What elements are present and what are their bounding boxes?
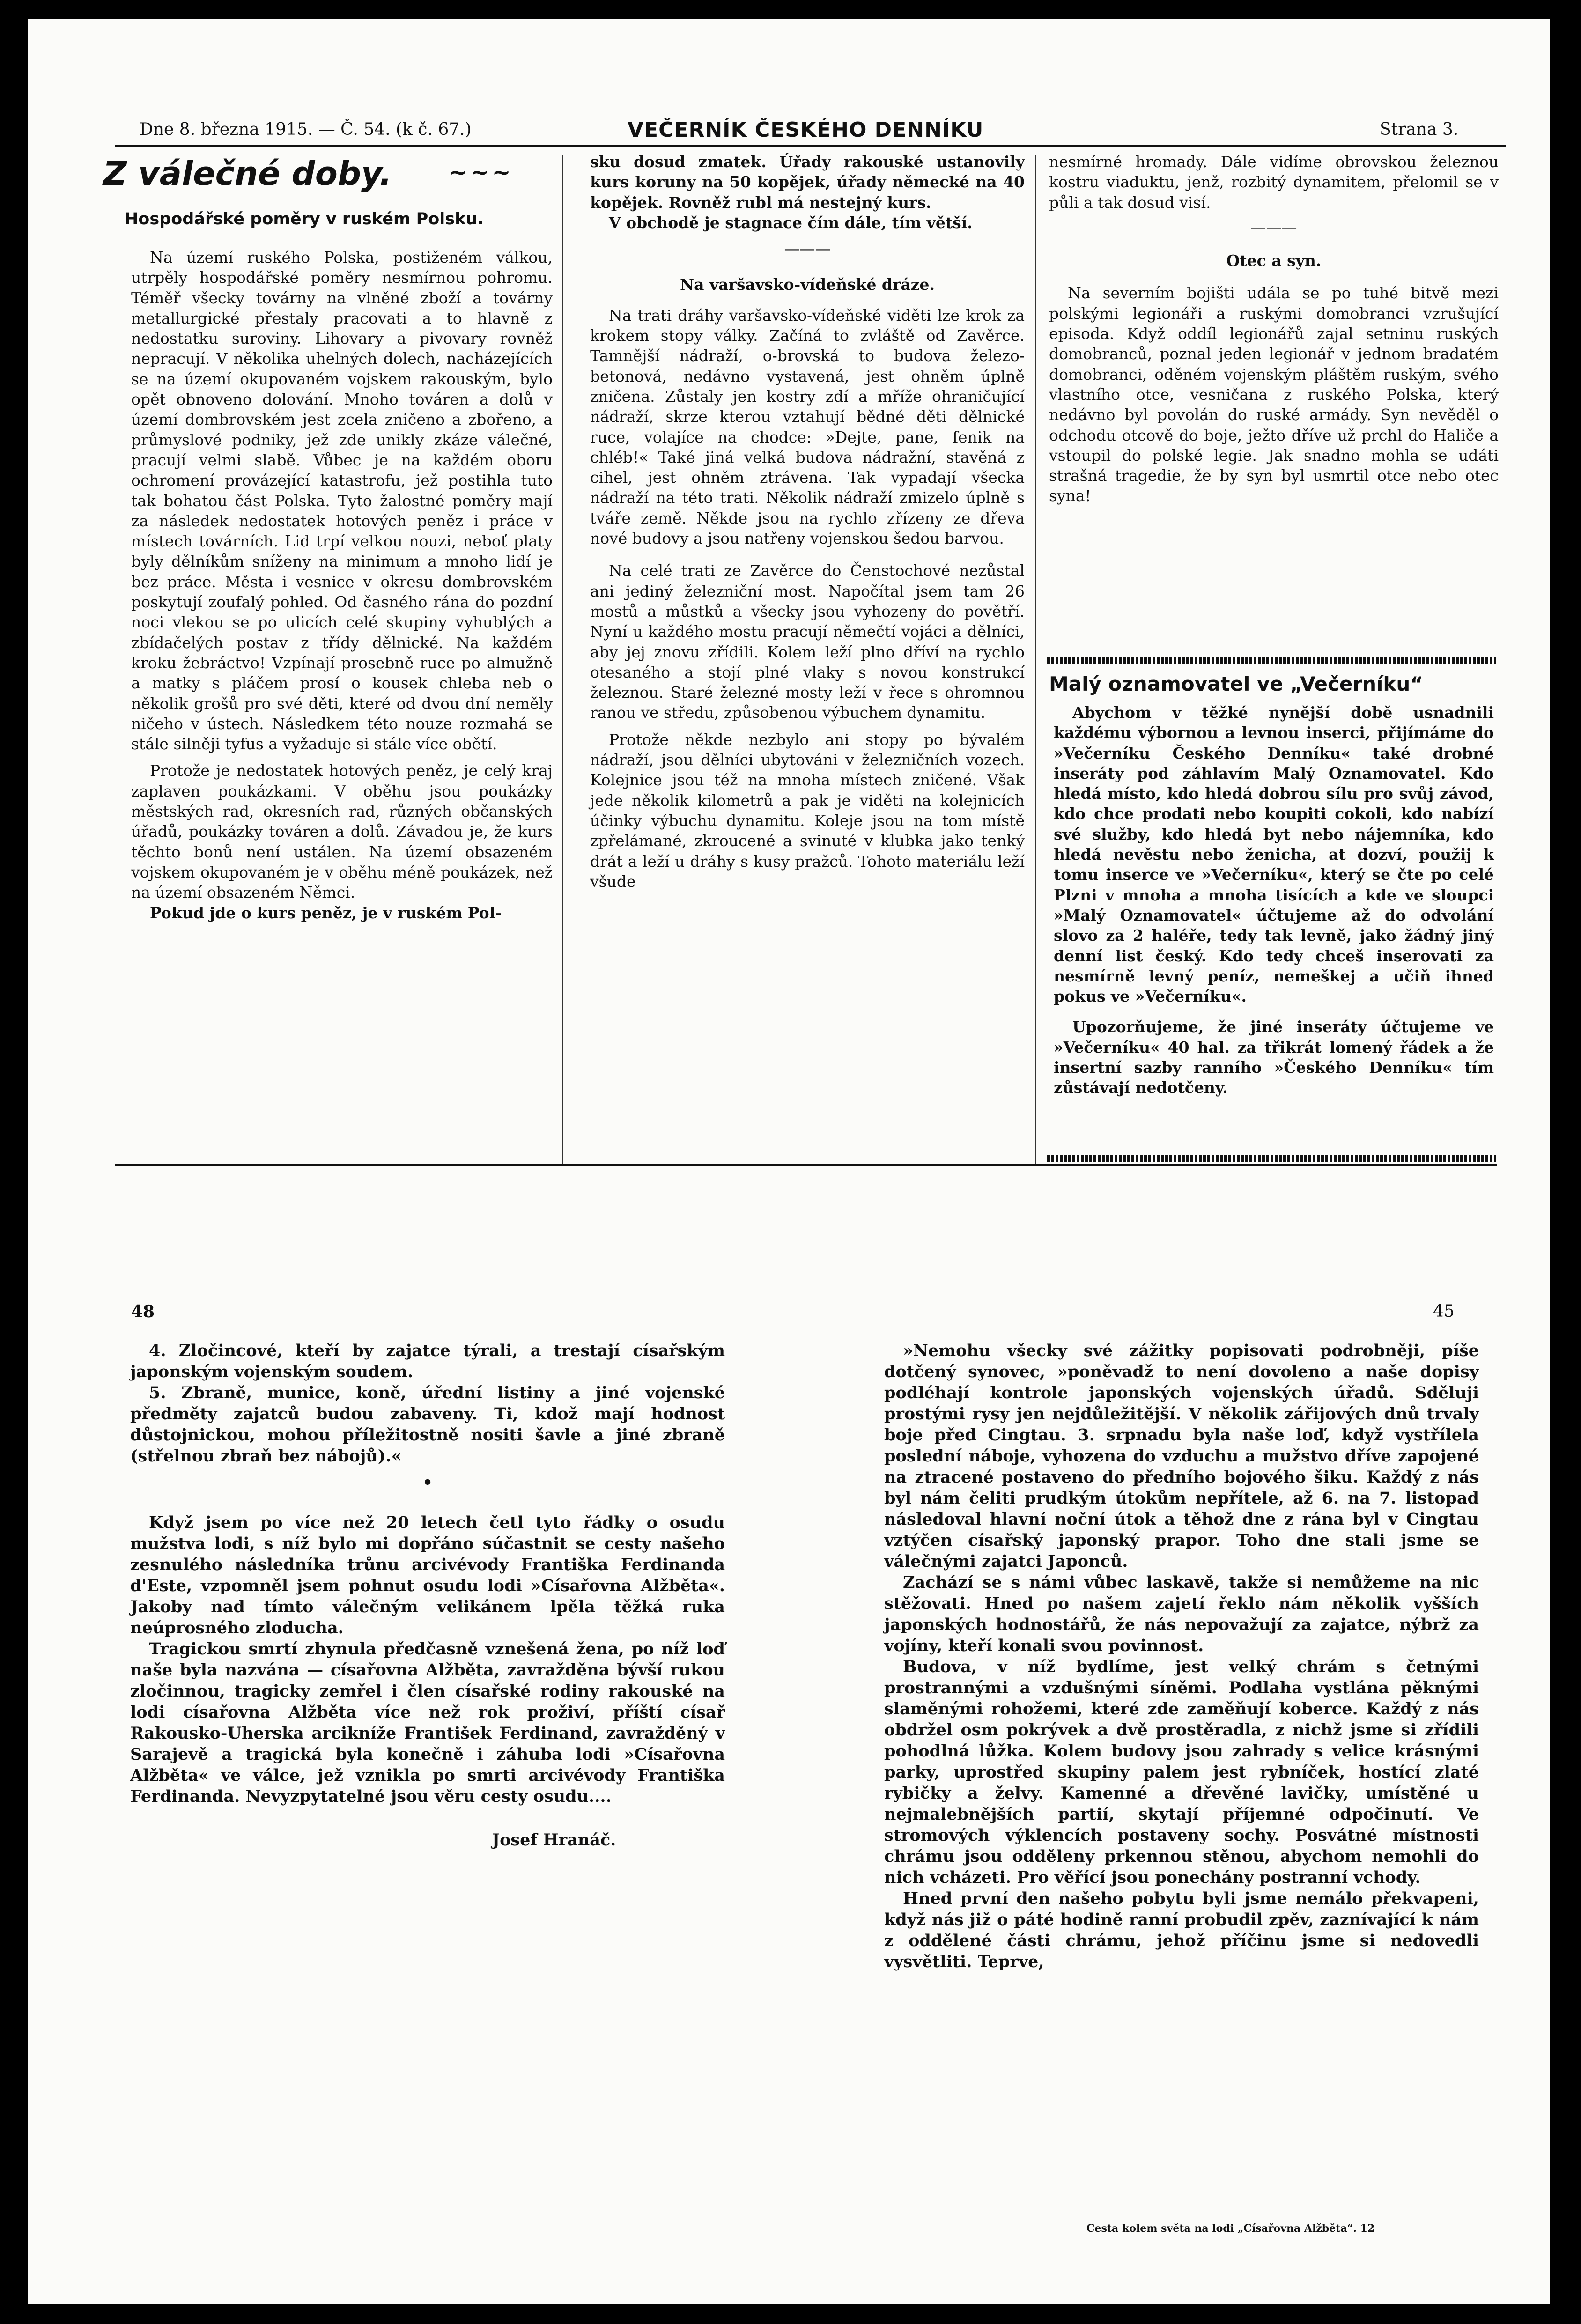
page-number: Strana 3.	[1380, 120, 1459, 139]
paragraph: Na celé trati ze Zavěrce do Čenstochové nezůstal ani jediný železniční most. Napočítal jsem tam 26 mostů a můstků a všecky jsou vyhozeny do povětří. Nyní u každého mostu pracují němečtí vojáci a dělníci, aby jej znovu zřídili. Kolem leží plno dříví na rychlo otesaného a stojí plné vlaky s novou konstrukcí železnou. Staré železné mosty leží v řece s ohromnou ranou ve středu, způsobenou výbuchem dynamitu.	[590, 561, 1025, 722]
ad-border-top	[1047, 657, 1496, 664]
paragraph: Pokud jde o kurs peněz, je v ruském Pol-	[150, 903, 502, 922]
header-date: Dne 8. března 1915. — Č. 54. (k č. 67.)	[140, 120, 472, 139]
paragraph: Na trati dráhy varšavsko-vídeňské viděti lze krok za krokem stopy války. Začíná to zvláště od Zavěrce. Tamnější nádraží, o-brovská to budova železo-betonová, nedávno vystavená, jest ohněm úplně zničena. Zůstaly jen kostry zdí a mříže ohraničující nádraží, skrze kterou vztahují bědné děti dělnické ruce, volajíce na chodce: »Dejte, pane, fenik na chléb!« Také jiná velká budova nádražní, stavěná z cihel, jest ohněm ztrávena. Tak vypadají všecka nádraží na této trati. Několik nádraží zmizelo úplně s tváře země. Někde jsou na rychlo zřízeny ze dřeva nové budovy a jsou natřeny vojenskou šedou barvou.	[590, 306, 1025, 548]
paragraph: Tragickou smrtí zhynula předčasně vznešená žena, po níž loď naše byla nazvána — císařovna Alžběta, zavražděna bývší rukou zločinnou, tragicky zemřel i člen císařské rodiny rakouské na lodi císařovna Alžběta více než rok proživí, příští císař Rakousko-Uherska arcikníže František Ferdinand, zavražděný v Sarajevě a tragická byla konečně i záhuba lodi »Císařovna Alžběta« ve válce, jež vznikla po smrti arcivévody Františka Ferdinanda. Nevyzpytatelné jsou věru cesty osudu....	[130, 1639, 725, 1806]
header-rule	[115, 145, 1506, 147]
book-footer: Cesta kolem světa na lodi „Císařovna Alžběta“. 12	[1086, 2222, 1375, 2235]
column-2-text	[590, 152, 1025, 892]
paragraph: sku dosud zmatek. Úřady rakouské ustanovily kurs koruny na 50 kopějek, úřady německé na 40 kopějek. Rovněž rubl má nestejný kurs.	[590, 153, 1025, 212]
signature: Josef Hranáč.	[492, 1830, 616, 1850]
column-divider-1	[562, 155, 563, 1166]
column-3-text	[1049, 152, 1499, 506]
section-title: Z válečné doby.	[103, 155, 392, 193]
paragraph: Upozorňujeme, že jiné inseráty účtujeme ve »Večerníku« 40 hal. za třikrát lomený řádek a že insertní sazby ranního »Českého Denníku« tím zůstávají nedotčeny.	[1054, 1018, 1494, 1097]
ad-text	[1054, 702, 1494, 1098]
bottom-rule	[115, 1164, 1497, 1166]
title-ornament: ~~~	[449, 159, 514, 185]
paragraph: »Nemohu všecky své zážitky popisovati podrobněji, píše dotčený synovec, »poněvadž to není dovoleno a naše dopisy podléhají kontrole japonských vojenských úřadů. Sděluji prostými rysy jen nejdůležitější. V několik zářijových dnů trvaly boje před Cingtau. 3. srpnadu byla naše loď, když vystřílela poslední náboje, vyhozena do vzduchu a mužstvo dříve zapojené na ztracené postaveno do předního bojového šiku. Každý z nás byl nám čeliti prudkým útokům nepřítele, až 6. na 7. listopad následoval hlavní noční útok a těhož dne z rána byl v Cingtau vztýčen císařský japonský prapor. Toho dne stali jsme se válečnými zajatci Japonců.	[884, 1341, 1479, 1571]
book-page-number-left: 48	[131, 1302, 155, 1321]
book-left-text	[130, 1340, 725, 1851]
paragraph: Protože je nedostatek hotových peněz, je celý kraj zaplaven poukázkami. V oběhu jsou poukázky městských rad, okresních rad, různých občanských úřadů, poukázky továren a dolů. Závadou je, že kurs těchto bonů není ustálen. Na území obsazeném vojskem okupovaném je v oběhu méně poukázek, než na území obsazeném Němci.	[131, 761, 553, 902]
ad-title: Malý oznamovatel ve „Večerníku“	[1049, 672, 1423, 695]
separator: ———	[1250, 218, 1297, 236]
paragraph: Budova, v níž bydlíme, jest velký chrám s četnými prostrannými a vzdušnými síněmi. Podlaha vystlána pěknými slaměnými rohožemi, které zde zaměňují koberce. Každý z nás obdržel osm pokrývek a dvě prostěradla, z nichž jsme si zřídili pohodlná lůžka. Kolem budovy jsou zahrady s velice krásnými parky, uprostřed skupiny palem jest rybníček, hostící zlaté rybičky a želvy. Kamenné a dřevěné lavičky, umístěné u nejmalebnějších partií, skytají příjemné odpočinutí. Ve stromových výklencích postaveny sochy. Posvátné místnosti chrámu jsou odděleny prkennou stěnou, abychom nemohli do nich vcházeti. Pro věřící jsou ponechány postranní vchody.	[884, 1657, 1479, 1887]
ad-border-bottom	[1047, 1155, 1496, 1162]
section-heading: Na varšavsko-vídeňské dráze.	[680, 275, 935, 294]
section-heading: Otec a syn.	[1226, 251, 1322, 270]
divider-dot: •	[422, 1473, 433, 1492]
paragraph: Abychom v těžké nynější době usnadnili každému výbornou a levnou inserci, přijímáme do »Večerníku Českého Denníku« také drobné inseráty pod záhlavím Malý Oznamovatel. Kdo hledá místo, kdo hledá dobrou sílu pro svůj závod, kdo chce prodati nebo koupiti cokoli, kdo nabízí své služby, kdo hledá byt nebo nájemníka, kdo hledá nevěstu nebo ženicha, at dozví, použij k tomu inserce ve »Večerníku«, který se čte po celé Plzni v mnoha a mnoha tisících a kde ve sloupci »Malý Oznamovatel« účtujeme až do odvolání slovo za 2 haléře, tedy tak levně, jako žádný jiný denní list český. Kdo tedy chceš inserovati za nesmírně levný peníz, nemeškej a učiň ihned pokus ve »Večerníku«.	[1054, 703, 1494, 1006]
paragraph: V obchodě je stagnace čím dále, tím větší.	[609, 213, 973, 232]
paragraph: Zachází se s námi vůbec laskavě, takže si nemůžeme na nic stěžovati. Hned po našem zajetí řeklo nám několik vyšších japonských hodnostářů, že nás nepovažují za zajatce, nýbrž za vojíny, kteří konali svou povinnost.	[884, 1573, 1479, 1655]
paragraph: 5. Zbraně, munice, koně, úřední listiny a jiné vojenské předměty zajatců budou zabaveny. Ti, kdož mají hodnost důstojnickou, mohou příležitostně nositi šavle a jiné zbraně (střelnou zbraň bez nábojů).«	[130, 1383, 725, 1466]
masthead: VEČERNÍK ČESKÉHO DENNÍKU	[628, 118, 984, 142]
paragraph: nesmírné hromady. Dále vidíme obrovskou železnou kostru viaduktu, jenž, rozbitý dynamitem, přelomil se v půli a tak dosud visí.	[1049, 153, 1499, 212]
paragraph: 4. Zločincové, kteří by zajatce týrali, a trestají císařským japonským vojenským soudem.	[130, 1341, 725, 1381]
paragraph: Protože někde nezbylo ani stopy po bývalém nádraží, jsou dělníci ubytováni v železničních vozech. Kolejnice jsou též na mnoha místech zničené. Však jede několik kilometrů a pak je viděti na kolejnicích účinky výbuchu dynamitu. Koleje jsou na tom místě zpřelámané, zkroucené a svinuté v klubka jako tenký drát a leží u dráhy s kusy pražců. Tohoto materiálu leží všude	[590, 730, 1025, 891]
paragraph: Hned první den našeho pobytu byli jsme nemálo překvapeni, když nás již o páté hodině ranní probudil zpěv, zaznívající k nám z oddělené části chrámu, jehož příčinu jsme si nedovedli vysvětliti. Teprve,	[884, 1889, 1479, 1971]
paragraph: Když jsem po více než 20 letech četl tyto řádky o osudu mužstva lodi, s níž bylo mi dopřáno súčastnit se cesty našeho zesnulého následníka trůnu arcivévody Františka Ferdinanda d'Este, vzpomněl jsem pohnut osudu lodi »Císařovna Alžběta«. Jakoby nad tímto válečným velikánem lpěla těžká ruka neúprosného zloducha.	[130, 1513, 725, 1638]
article-subtitle: Hospodářské poměry v ruském Polsku.	[125, 210, 484, 229]
book-page-number-right: 45	[1433, 1302, 1455, 1321]
paragraph: Na severním bojišti udála se po tuhé bitvě mezi polskými legionáři a ruskými domobranci vzrušující episoda. Když oddíl legionářů zajal setninu ruských domobranců, poznal jeden legionář v jednom bradatém domobranci, oděném vojenským pláštěm ruským, svého vlastního otce, vesničana z ruského Polska, který nedávno byl povolán do ruské armády. Syn nevěděl o odchodu otcově do boje, ježto dříve už prchl do Haliče a vstoupil do polské legie. Jak snadno mohla se udáti strašná tragedie, že by syn byl usmrtil otce nebo otec syna!	[1049, 284, 1499, 505]
column-1-text	[131, 247, 553, 923]
column-divider-2	[1035, 155, 1036, 1166]
separator: ———	[784, 239, 831, 258]
newspaper-page	[28, 19, 1550, 2304]
book-right-text	[884, 1340, 1479, 1972]
paragraph: Na území ruského Polska, postiženém válkou, utrpěly hospodářské poměry nesmírnou pohromu. Téměř všecky továrny na vlněné zboží a továrny metallurgické přestaly pracovati a to hlavně z nedostatku suroviny. Lihovary a pivovary rovněž nepracují. V několika uhelných dolech, nacházejících se na území okupovaném vojskem rakouským, bylo opět obnoveno dolování. Mnoho továren a dolů v území dombrovském jest zcela zničeno a zbořeno, a průmyslové podniky, jež zde unikly zkáze válečné, pracují velmi slabě. Vůbec je na každém oboru ochromení provázející katastrofu, jež postihla tuto tak bohatou část Polska. Tyto žalostné poměry mají za následek nedostatek hotových peněz i práce v místech továrních. Lid trpí velkou nouzi, neboť platy byly dělníkům sníženy na minimum a mnoho lidí je bez práce. Města i vesnice v okresu dombrovském poskytují zoufalý pohled. Od časného rána do pozdní noci vlekou se po ulicích celé skupiny vyhublých a zbídačelých postav z třídy dělnické. Na každém kroku žebráctvo! Vzpínají prosebně ruce po almužně a matky s pláčem prosí o kousek chleba neb o několik grošů pro své děti, které od dvou dní neměly ničeho v ústech. Následkem této nouze rozmahá se stále silněji tyfus a vyžaduje si stále více obětí.	[131, 248, 553, 753]
